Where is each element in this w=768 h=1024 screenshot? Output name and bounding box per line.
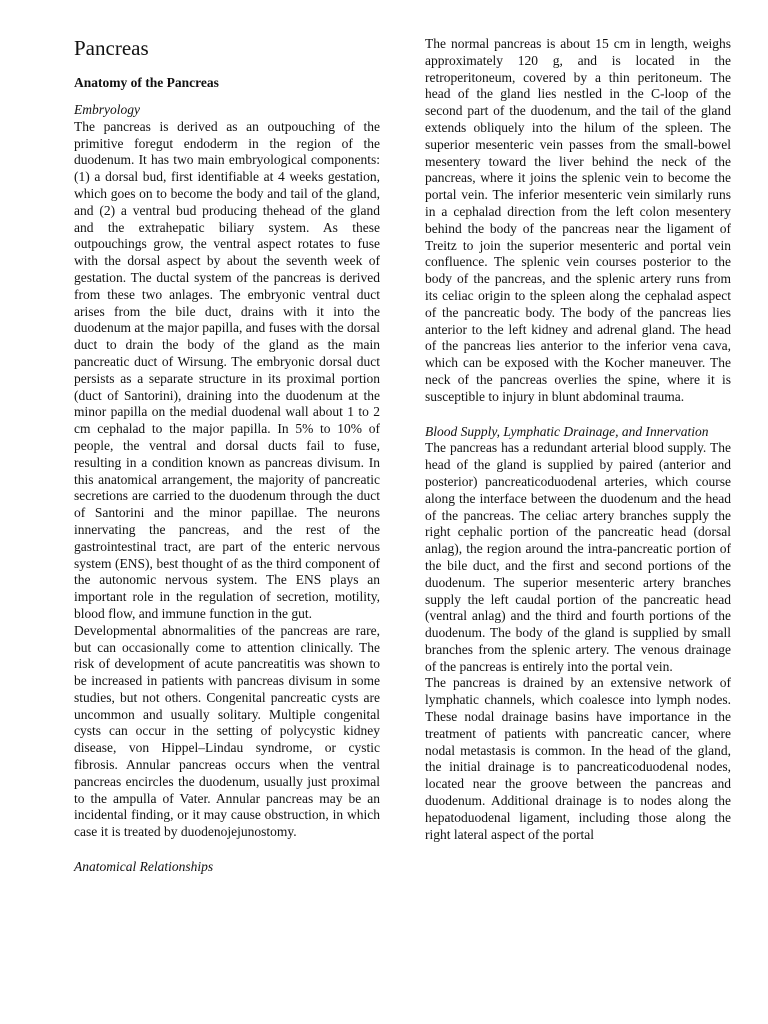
paragraph-normal-pancreas: The normal pancreas is about 15 cm in length, weighs approximately 120 g, and is located in the retroperitoneum, covered by a thin peritoneum. The head of the gland lies nestled in the C-loop of the second part of the duodenum, and the tail of the gland extends obliquely into the hilum of the spleen. The superior mesenteric vein passes from the small-bowel mesentery toward the liver behind the neck of the pancreas, where it joins the splenic vein to become the portal vein. The inferior mesenteric vein similarly runs in a cephalad direction from the left colon mesentery behind the body of the pancreas near the ligament of Treitz to join the superior mesenteric and portal vein confluence. The splenic vein courses posterior to the body of the pancreas, and the splenic artery runs from its celiac origin to the spleen along the cephalad aspect of the pancreatic body. The body of the pancreas lies anterior to the left kidney and adrenal gland. The head of the pancreas lies anterior to the inferior vena cava, which can be exposed with the Kocher maneuver. The neck of the pancreas overlies the spine, where it is susceptible to injury in blunt abdominal trauma. [425, 36, 731, 404]
paragraph-lymphatic-drainage: The pancreas is drained by an extensive network of lymphatic channels, which coalesce into lymph nodes. These nodal drainage basins have importance in the treatment of patients with pancreatic cancer, where nodal metastasis is common. In the head of the gland, the initial drainage is to pancreaticoduodenal nodes, located near the groove between the pancreas and duodenum. Additional drainage is to nodes along the hepatoduodenal ligament, including those along the right lateral aspect of the portal [425, 675, 731, 842]
right-column [425, 36, 731, 843]
subheading-embryology: Embryology [74, 102, 140, 117]
document-title: Pancreas [74, 36, 149, 60]
left-column [74, 36, 380, 876]
subheading-blood-supply: Blood Supply, Lymphatic Drainage, and Innervation [425, 423, 709, 439]
paragraph-embryology: The pancreas is derived as an outpouching of the primitive foregut endoderm in the region of the duodenum. It has two main embryological components: (1) a dorsal bud, first identifiable at 4 weeks gestation, which goes on to become the body and tail of the gland, and (2) a ventral bud producing thehead of the gland and the extrahepatic biliary system. As these outpouchings grow, the ventral aspect rotates to fuse with the dorsal aspect by about the seventh week of gestation. The ductal system of the pancreas is derived from these two anlages. The embryonic ventral duct arises from the bile duct, drains with it into the duodenum at the major papilla, and fuses with the dorsal duct to drain the body of the gland as the main pancreatic duct of Wirsung. The embryonic dorsal duct persists as a separate structure in its proximal portion (duct of Santorini), draining into the duodenum at the minor papilla on the medial duodenal wall about 1 to 2 cm cephalad to the major papilla. In 5% to 10% of people, the ventral and dorsal ducts fail to fuse, resulting in a condition known as pancreas divisum. In this anatomical arrangement, the majority of pancreatic secretions are carried to the duodenum through the duct of Santorini and the minor papillae. The neurons innervating the pancreas, and the rest of the gastrointestinal tract, are part of the enteric nervous system (ENS), best thought of as the third component of the autonomic nervous system. The ENS plays an important role in the regulation of secretion, motility, blood flow, and immune function in the gut. [74, 118, 380, 621]
section-heading: Anatomy of the Pancreas [74, 75, 219, 90]
paragraph-blood-supply: The pancreas has a redundant arterial blood supply. The head of the gland is supplied by paired (anterior and posterior) pancreaticoduodenal arteries, which course along the interface between the duodenum and the head of the pancreas. The celiac artery branches supply the right cephalic portion of the pancreatic head (dorsal anlag), the region around the intra-pancreatic portion of the bile duct, and the first and second portions of the duodenum. The superior mesenteric artery branches supply the left caudal portion of the pancreatic head (ventral anlag) and the third and fourth portions of the duodenum. The body of the gland is supplied by small branches from the splenic artery. The venous drainage of the pancreas is entirely into the portal vein. [425, 440, 731, 674]
subheading-anatomical-relationships: Anatomical Relationships [74, 859, 214, 875]
paragraph-abnormalities: Developmental abnormalities of the pancreas are rare, but can occasionally come to attention clinically. The risk of development of acute pancreatitis was shown to be increased in patients with pancreas divisum in some studies, but not others. Congenital pancreatic cysts are uncommon and usually solitary. Multiple congenital cysts can occur in the setting of polycystic kidney disease, von Hippel–Lindau syndrome, or cystic fibrosis. Annular pancreas occurs when the ventral pancreas encircles the duodenum, usually just proximal to the ampulla of Vater. Annular pancreas may be an incidental finding, or it may cause obstruction, in which case it is treated by duodenojejunostomy. [74, 622, 380, 840]
